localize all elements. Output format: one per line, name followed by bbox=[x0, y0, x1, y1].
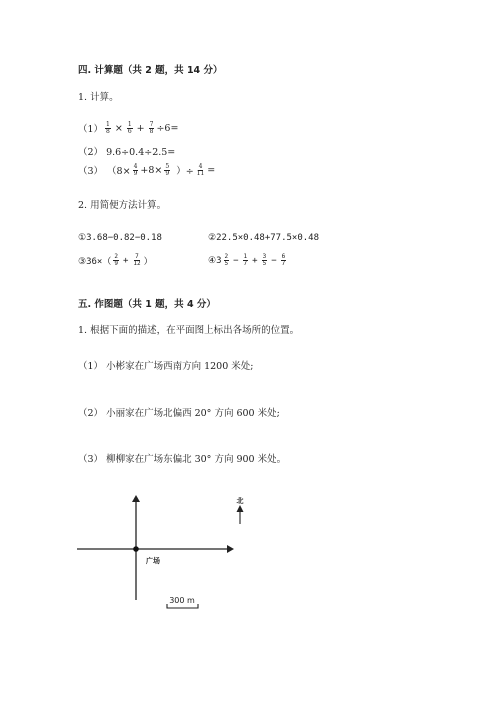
problem-2-4: ④3 $\frac{2}{5}$ − $\frac{1}{7}$ + $\frac{3}{5}$ − $\frac{6}{7}$ bbox=[208, 253, 286, 267]
problem-2-1: ①3.68−0.82−0.18 bbox=[78, 233, 162, 243]
north-label: 北 bbox=[236, 497, 244, 505]
fraction: $\frac{3}{5}$ bbox=[262, 253, 267, 267]
plan-map bbox=[70, 490, 270, 620]
question-5-1-title: 1. 根据下面的描述，在平面图上标出各场所的位置。 bbox=[78, 325, 300, 336]
fraction: $\frac{6}{7}$ bbox=[281, 253, 286, 267]
fraction: $\frac{1}{7}$ bbox=[243, 253, 248, 267]
fraction: $\frac{1}{8}$ bbox=[106, 120, 110, 135]
fraction: $\frac{4}{9}$ bbox=[133, 162, 138, 177]
fraction: $\frac{2}{5}$ bbox=[224, 253, 229, 267]
fraction: $\frac{5}{9}$ bbox=[165, 162, 170, 177]
north-indicator-arrow-icon bbox=[237, 505, 244, 512]
description-item: （1） 小彬家在广场西南方向 1200 米处; bbox=[78, 361, 254, 372]
scale-label: 300 m bbox=[169, 596, 195, 605]
section-5-title: 五. 作图题（共 1 题，共 4 分） bbox=[78, 299, 216, 310]
problem-1-1: （1） $\frac{1}{8}$ × $\frac{1}{6}$ + $\frac{7}{8}$ ÷6= bbox=[78, 120, 179, 135]
problem-2-3: ③36×（ $\frac{2}{9}$ + $\frac{7}{12}$ ） bbox=[78, 253, 153, 267]
fraction: $\frac{1}{6}$ bbox=[127, 120, 132, 135]
description-item: （2） 小丽家在广场北偏西 20° 方向 600 米处; bbox=[78, 408, 280, 419]
question-1-title: 1. 计算。 bbox=[78, 92, 119, 103]
description-item: （3） 柳柳家在广场东偏北 30° 方向 900 米处。 bbox=[78, 454, 287, 465]
problem-1-2: （2） 9.6÷0.4÷2.5= bbox=[78, 147, 176, 158]
fraction: $\frac{7}{12}$ bbox=[133, 253, 141, 267]
fraction: $\frac{4}{11}$ bbox=[196, 162, 205, 177]
question-2-title: 2. 用简便方法计算。 bbox=[78, 200, 167, 211]
plaza-label: 广场 bbox=[146, 557, 160, 565]
north-arrowhead bbox=[132, 495, 140, 502]
problem-2-2: ②22.5×0.48+77.5×0.48 bbox=[208, 233, 320, 243]
plaza-point bbox=[133, 546, 139, 552]
east-arrowhead bbox=[227, 545, 234, 553]
fraction: $\frac{7}{8}$ bbox=[149, 120, 154, 135]
section-4-title: 四. 计算题（共 2 题，共 14 分） bbox=[78, 65, 223, 76]
problem-1-3: （3） （8× $\frac{4}{9}$ +8× $\frac{5}{9}$ ）÷ $\frac{4}{11}$ = bbox=[78, 162, 216, 177]
fraction: $\frac{2}{9}$ bbox=[114, 253, 118, 267]
